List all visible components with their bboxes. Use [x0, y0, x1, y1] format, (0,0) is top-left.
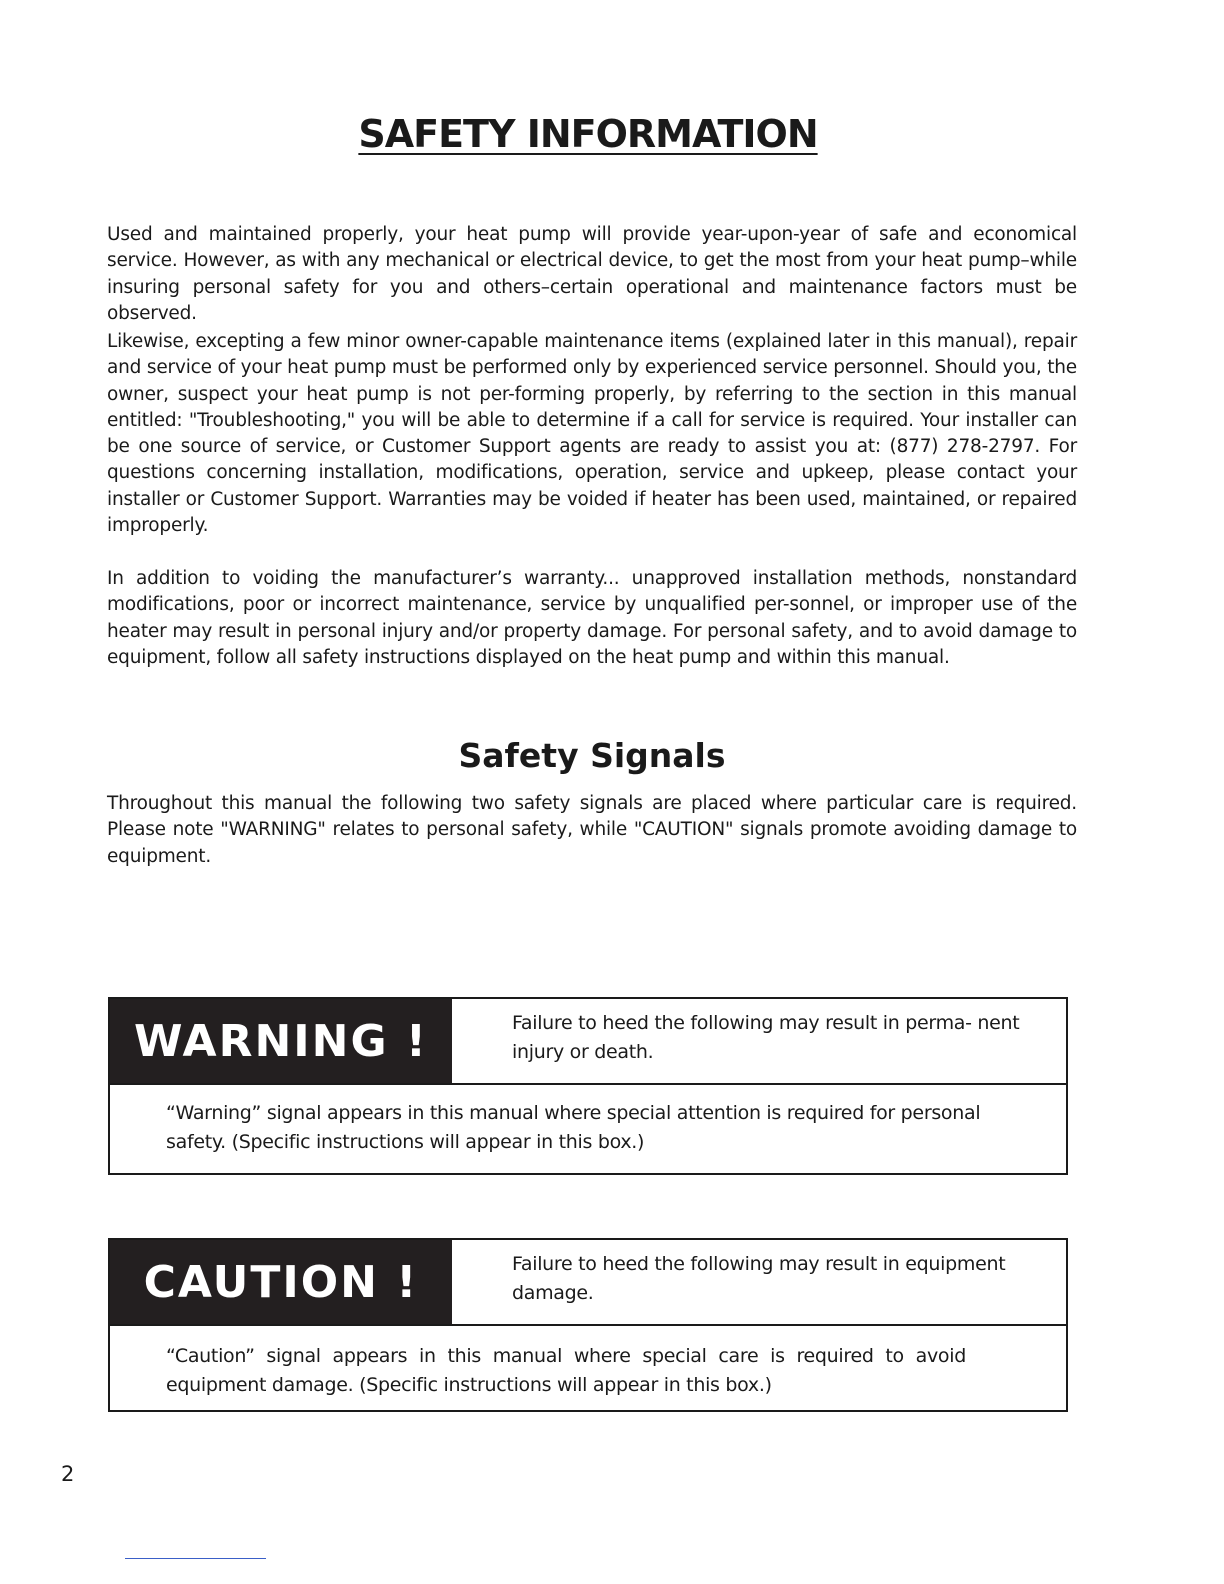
page-title — [0, 112, 1176, 156]
safety-signals-heading: Safety Signals — [458, 736, 726, 775]
warning-header — [110, 999, 1066, 1085]
caution-signal-box — [108, 1238, 1068, 1412]
warranty-paragraph: In addition to voiding the manufacturer’s warranty... unapproved installation methods, nonstandard modifications, poor or incorrect maintenance, service by unqualified per-sonnel, or improper use of the heater may result in personal injury and/or property damage. For personal safety, and to avoid damage to equipment, follow all safety instructions displayed on the heat pump and within this manual. — [107, 568, 1077, 668]
warning-label: WARNING ! — [110, 999, 452, 1083]
intro-paragraph: Used and maintained properly, your heat pump will provide year-upon-year of safe and economical service. However, as with any mechanical or electrical device, to get the most from your heat pump–while insuring personal safety for you and others–certain operational and maintenance factors must be observed. — [107, 224, 1077, 324]
warning-description: “Warning” signal appears in this manual where special attention is required for personal safety. (Specific instructions will appear in this box.) — [166, 1102, 981, 1153]
safety-signals-intro: Throughout this manual the following two safety signals are placed where particular care is required. Please note "WARNING" relates to personal safety, while "CAUTION" signals promote avoiding damage to equipment. — [107, 793, 1077, 867]
caution-header — [110, 1240, 1066, 1326]
page-number: 2 — [61, 1462, 75, 1486]
caution-label: CAUTION ! — [110, 1240, 452, 1324]
warning-consequence: Failure to heed the following may result in perma- nent injury or death. — [512, 1012, 1020, 1063]
caution-consequence: Failure to heed the following may result in equipment damage. — [512, 1253, 1006, 1304]
service-paragraph: Likewise, excepting a few minor owner-capable maintenance items (explained later in this manual), repair and service of your heat pump must be performed only by experienced service personnel. Should you, the owner, suspect your heat pump is not per-forming properly, by referring to the section in this manual entitled: "Troubleshooting," you will be able to determine if a call for service is required. Your installer can be one source of service, or Customer Support agents are ready to assist you at: (877) 278-2797. For questions concerning installation, modifications, operation, service and upkeep, please contact your installer or Customer Support. Warranties may be voided if heater has been used, maintained, or repaired improperly. — [107, 331, 1077, 537]
footer-rule — [125, 1558, 266, 1559]
page-title-text: SAFETY INFORMATION — [358, 112, 818, 156]
warning-signal-box — [108, 997, 1068, 1175]
caution-description: “Caution” signal appears in this manual where special care is required to avoid equipment damage. (Specific instructions will appear in this box.) — [166, 1345, 966, 1396]
